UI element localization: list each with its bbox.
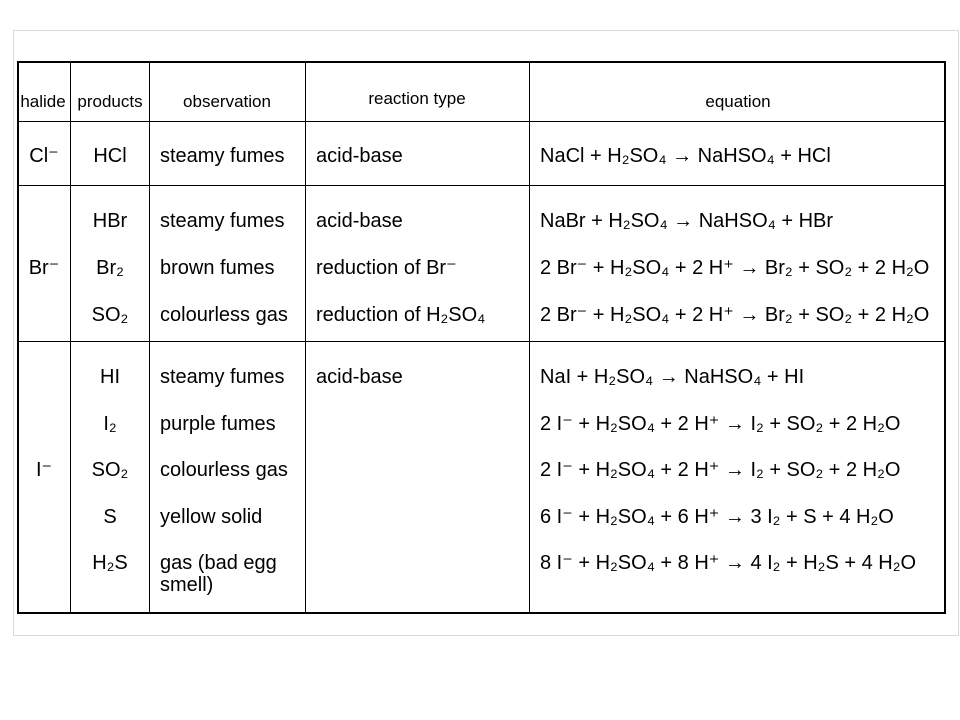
header-products: products (77, 92, 143, 111)
product-cell: HBr (92, 210, 128, 232)
product-cell: I₂ (103, 413, 117, 435)
header-halide: halide (20, 92, 66, 111)
observation-cell: steamy fumes (160, 210, 285, 232)
reaction-type-cell: reduction of Br⁻ (316, 257, 457, 279)
observation-cell: brown fumes (160, 257, 275, 279)
product-cell: HI (100, 366, 120, 388)
observation-cell: colourless gas (160, 304, 288, 326)
halide-reactions-table (17, 61, 946, 614)
row-divider (17, 341, 946, 342)
row-divider (17, 121, 946, 122)
observation-cell: steamy fumes (160, 145, 285, 167)
reaction-type-cell: acid-base (316, 145, 403, 167)
product-cell: SO₂ (91, 304, 129, 326)
equation-cell: 6 I⁻ + H₂SO₄ + 6 H⁺ → 3 I₂ + S + 4 H₂O (540, 506, 894, 528)
product-cell: HCl (93, 145, 127, 167)
product-cell: SO₂ (91, 459, 129, 481)
row-divider (17, 185, 946, 186)
halide-label: Cl⁻ (29, 145, 59, 167)
equation-cell: NaI + H₂SO₄ → NaHSO₄ + HI (540, 366, 805, 388)
reaction-type-cell: reduction of H₂SO₄ (316, 304, 486, 326)
halide-label: I⁻ (35, 459, 53, 481)
observation-cell: yellow solid (160, 506, 263, 528)
column-divider (149, 61, 150, 614)
column-divider (70, 61, 71, 614)
observation-cell: colourless gas (160, 459, 288, 481)
equation-cell: 2 I⁻ + H₂SO₄ + 2 H⁺ → I₂ + SO₂ + 2 H₂O (540, 459, 901, 481)
reaction-type-cell: acid-base (316, 210, 403, 232)
observation-cell: steamy fumes (160, 366, 285, 388)
product-cell: S (103, 506, 117, 528)
header-equation: equation (705, 92, 771, 111)
equation-cell: 2 Br⁻ + H₂SO₄ + 2 H⁺ → Br₂ + SO₂ + 2 H₂O (540, 257, 930, 279)
product-cell: Br₂ (96, 257, 124, 279)
equation-cell: 2 Br⁻ + H₂SO₄ + 2 H⁺ → Br₂ + SO₂ + 2 H₂O (540, 304, 930, 326)
equation-cell: 2 I⁻ + H₂SO₄ + 2 H⁺ → I₂ + SO₂ + 2 H₂O (540, 413, 901, 435)
equation-cell: NaCl + H₂SO₄ → NaHSO₄ + HCl (540, 145, 831, 167)
equation-cell: 8 I⁻ + H₂SO₄ + 8 H⁺ → 4 I₂ + H₂S + 4 H₂O (540, 552, 917, 574)
observation-cell: gas (bad egg (160, 552, 277, 574)
halide-label: Br⁻ (28, 257, 60, 279)
column-divider (529, 61, 530, 614)
header-reaction-type: reaction type (368, 89, 466, 108)
product-cell: H₂S (92, 552, 128, 574)
observation-cell-continued: smell) (160, 574, 214, 596)
observation-cell: purple fumes (160, 413, 276, 435)
column-divider (305, 61, 306, 614)
header-observation: observation (183, 92, 271, 111)
reaction-type-cell: acid-base (316, 366, 403, 388)
equation-cell: NaBr + H₂SO₄ → NaHSO₄ + HBr (540, 210, 834, 232)
